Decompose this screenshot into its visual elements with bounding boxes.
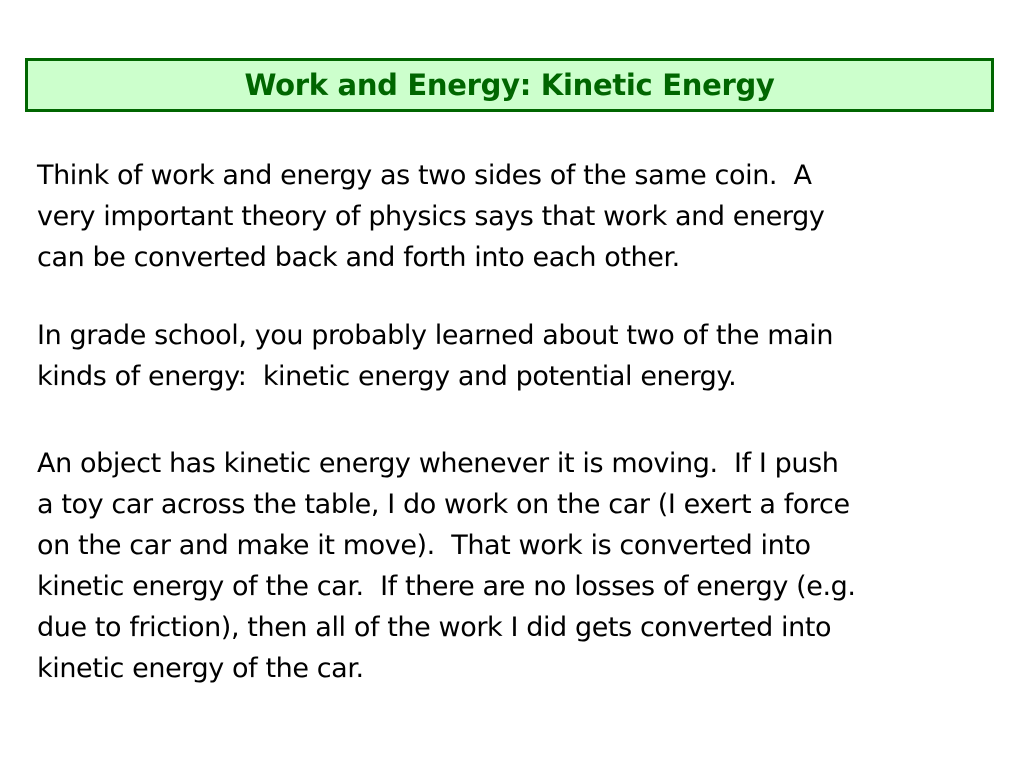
paragraph-line: can be converted back and forth into each other.	[37, 242, 680, 273]
paragraph-kinds-of-energy	[37, 315, 997, 397]
paragraph-line: kinds of energy: kinetic energy and potential energy.	[37, 361, 737, 392]
paragraph-line: kinetic energy of the car. If there are no losses of energy (e.g.	[37, 571, 856, 602]
paragraph-line: kinetic energy of the car.	[37, 653, 364, 684]
paragraph-line: due to friction), then all of the work I did gets converted into	[37, 612, 832, 643]
paragraph-line: a toy car across the table, I do work on the car (I exert a force	[37, 489, 850, 520]
slide-title-box	[25, 58, 994, 112]
paragraph-line: on the car and make it move). That work is converted into	[37, 530, 811, 561]
paragraph-kinetic-energy-example	[37, 443, 997, 689]
paragraph-line: very important theory of physics says that work and energy	[37, 201, 825, 232]
slide-title: Work and Energy: Kinetic Energy	[244, 68, 775, 102]
paragraph-line: In grade school, you probably learned about two of the main	[37, 320, 834, 351]
paragraph-line: Think of work and energy as two sides of the same coin. A	[37, 160, 812, 191]
paragraph-work-energy-coin	[37, 155, 997, 278]
paragraph-line: An object has kinetic energy whenever it is moving. If I push	[37, 448, 839, 479]
